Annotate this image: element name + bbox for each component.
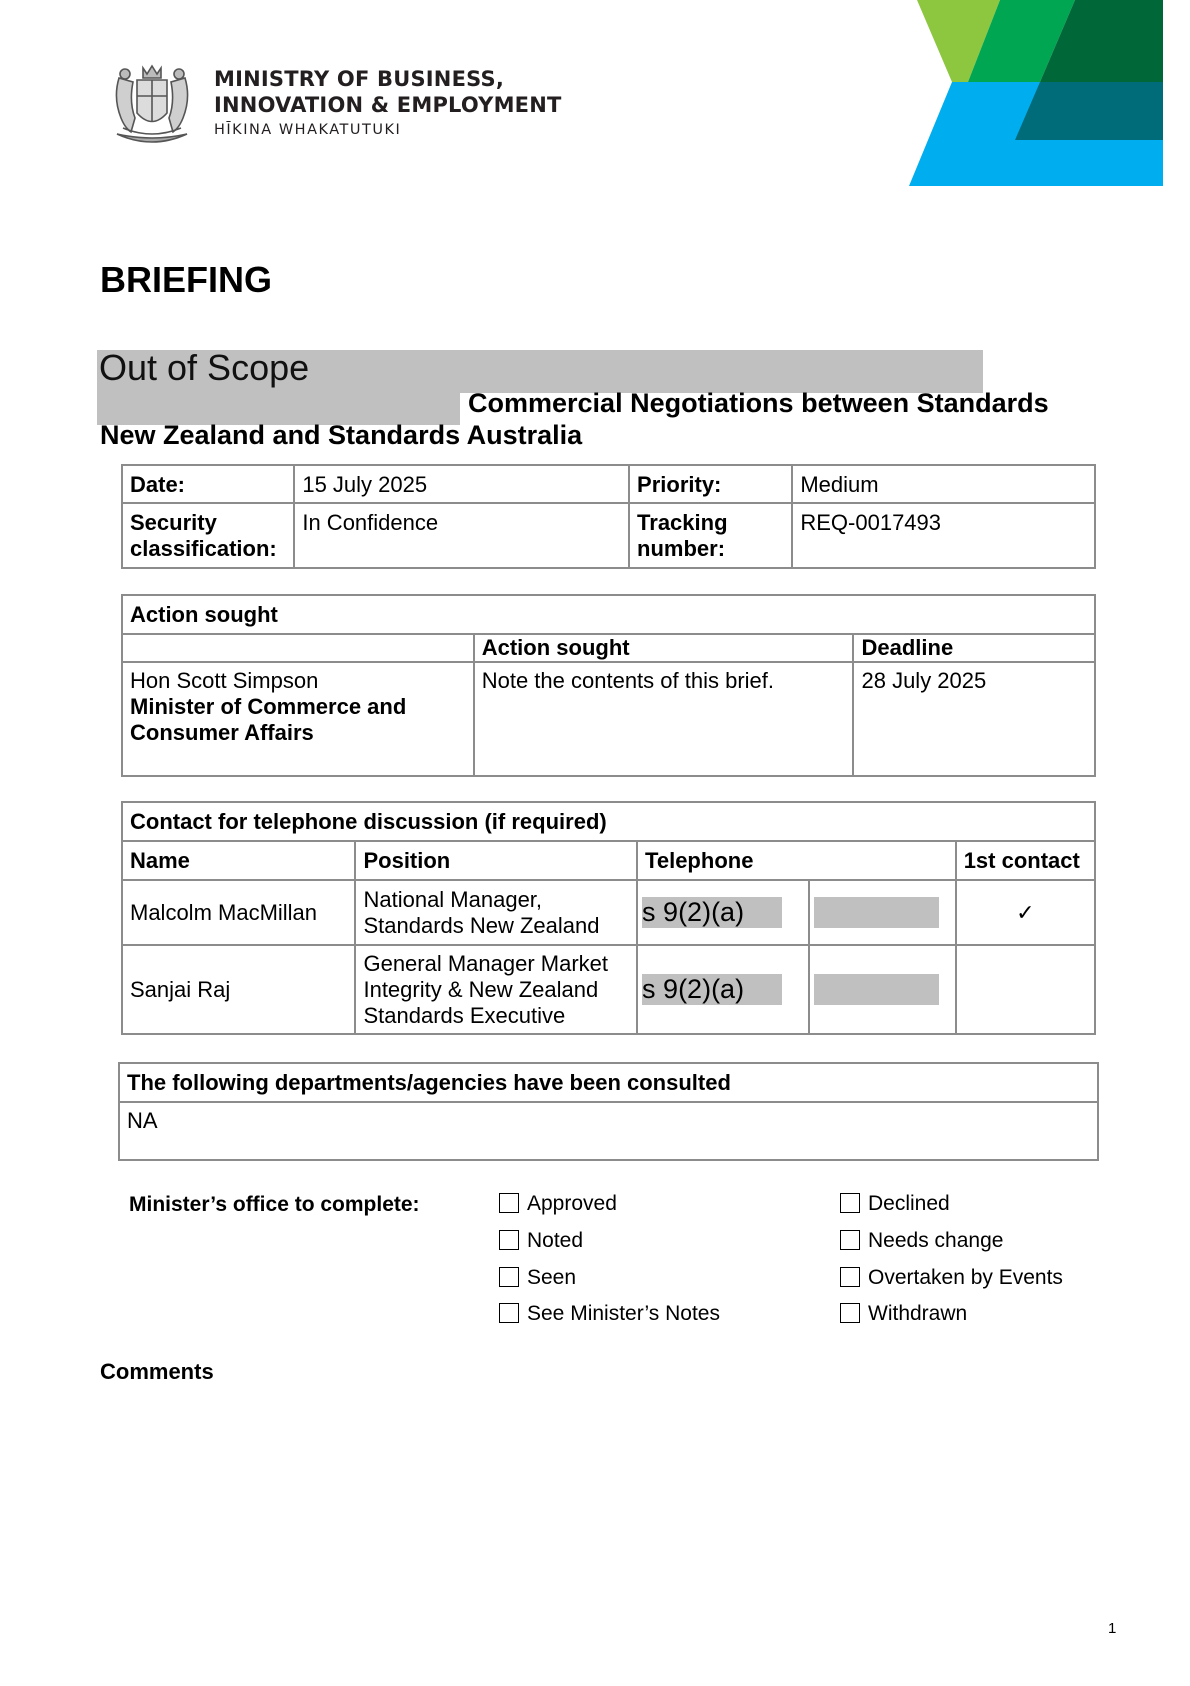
checkbox-icon[interactable] (840, 1303, 860, 1323)
action-sought-value: Note the contents of this brief. (474, 662, 854, 776)
position-column-header: Position (355, 841, 637, 880)
minister-name: Hon Scott Simpson (130, 668, 319, 693)
date-label: Date: (122, 465, 294, 503)
contact-name: Sanjai Raj (122, 945, 355, 1034)
contact-heading: Contact for telephone discussion (if required) (122, 802, 1095, 841)
ministry-name-line1: MINISTRY OF BUSINESS, (214, 67, 504, 91)
position-line: Standards Executive (363, 1002, 566, 1028)
checkbox-withdrawn[interactable] (840, 1301, 967, 1327)
telephone-redacted (637, 880, 809, 945)
table-row (122, 880, 1095, 945)
telephone-column-header: Telephone (637, 841, 956, 880)
checkbox-label: Noted (527, 1229, 584, 1252)
checkbox-label: Approved (527, 1192, 617, 1215)
position-line: General Manager Market (363, 950, 609, 976)
checkbox-approved[interactable] (499, 1191, 617, 1217)
checkbox-seen[interactable] (499, 1265, 576, 1291)
tracking-label-line2: number: (637, 536, 726, 561)
redaction-label: s 9(2)(a) (642, 897, 782, 928)
checkbox-icon[interactable] (499, 1303, 519, 1323)
checkbox-label: Seen (527, 1266, 577, 1289)
table-row (122, 945, 1095, 1034)
security-label-line1: Security (130, 510, 217, 535)
action-sought-table (121, 594, 1096, 777)
tracking-number-value: REQ-0017493 (792, 503, 1095, 568)
minister-cell (122, 662, 474, 776)
telephone-redacted (637, 945, 809, 1034)
minister-title-line2: Consumer Affairs (130, 720, 314, 745)
document-type-heading: BRIEFING (100, 259, 273, 300)
checkbox-icon[interactable] (840, 1267, 860, 1287)
checkbox-overtaken-by-events[interactable] (840, 1265, 1063, 1291)
checkbox-noted[interactable] (499, 1228, 583, 1254)
security-label-line2: classification: (130, 536, 277, 561)
checkbox-icon[interactable] (499, 1230, 519, 1250)
security-classification-label (122, 503, 294, 568)
checkbox-label: Withdrawn (868, 1302, 968, 1325)
first-contact-checkmark: ✓ (956, 880, 1095, 945)
consulted-table (118, 1062, 1099, 1161)
first-contact-column-header: 1st contact (956, 841, 1095, 880)
action-sought-heading: Action sought (122, 595, 1095, 634)
checkbox-icon[interactable] (840, 1230, 860, 1250)
checkbox-needs-change[interactable] (840, 1228, 1003, 1254)
position-line: Integrity & New Zealand (363, 976, 599, 1002)
deadline-column-header: Deadline (853, 634, 1095, 662)
redaction-block (814, 974, 939, 1005)
deadline-value: 28 July 2025 (853, 662, 1095, 776)
document-title-line1: Commercial Negotiations between Standards (468, 388, 1049, 418)
contact-position (355, 945, 637, 1034)
checkbox-icon[interactable] (499, 1193, 519, 1213)
comments-heading: Comments (100, 1359, 214, 1384)
contact-position (355, 880, 637, 945)
telephone-redacted-2 (809, 880, 955, 945)
position-line: National Manager, (363, 886, 543, 912)
tracking-label-line1: Tracking (637, 510, 728, 535)
action-table-empty-header (122, 634, 474, 662)
redaction-block (814, 897, 939, 928)
nz-coat-of-arms-icon (107, 58, 197, 146)
checkbox-label: Declined (868, 1192, 950, 1215)
consulted-heading: The following departments/agencies have been consulted (119, 1063, 1098, 1102)
checkbox-see-ministers-notes[interactable] (499, 1301, 720, 1327)
checkbox-label: See Minister’s Notes (527, 1302, 720, 1325)
brand-chevron-graphic (905, 0, 1165, 186)
checkbox-icon[interactable] (840, 1193, 860, 1213)
ministry-name (214, 66, 562, 118)
date-value: 15 July 2025 (294, 465, 629, 503)
action-sought-column-header: Action sought (474, 634, 854, 662)
position-line: Standards New Zealand (363, 912, 600, 938)
minister-title-line1: Minister of Commerce and (130, 694, 407, 719)
priority-value: Medium (792, 465, 1095, 503)
security-classification-value: In Confidence (294, 503, 629, 568)
ministry-maori-name: HĪKINA WHAKATUTUKI (214, 122, 402, 138)
ministry-name-line2: INNOVATION & EMPLOYMENT (214, 93, 562, 117)
first-contact-checkmark (956, 945, 1095, 1034)
tracking-number-label (629, 503, 792, 568)
redaction-label: Out of Scope (99, 347, 310, 388)
priority-label: Priority: (629, 465, 792, 503)
minister-office-label: Minister’s office to complete: (129, 1193, 420, 1216)
telephone-redacted-2 (809, 945, 955, 1034)
redaction-label: s 9(2)(a) (642, 974, 782, 1005)
contact-table (121, 801, 1096, 1035)
checkbox-declined[interactable] (840, 1191, 950, 1217)
document-title-line2: New Zealand and Standards Australia (100, 420, 583, 450)
name-column-header: Name (122, 841, 355, 880)
page-number: 1 (1108, 1620, 1117, 1637)
checkbox-label: Needs change (868, 1229, 1004, 1252)
briefing-info-table (121, 464, 1096, 569)
checkbox-label: Overtaken by Events (868, 1266, 1063, 1289)
checkbox-icon[interactable] (499, 1267, 519, 1287)
contact-name: Malcolm MacMillan (122, 880, 355, 945)
consulted-value: NA (119, 1102, 1098, 1160)
